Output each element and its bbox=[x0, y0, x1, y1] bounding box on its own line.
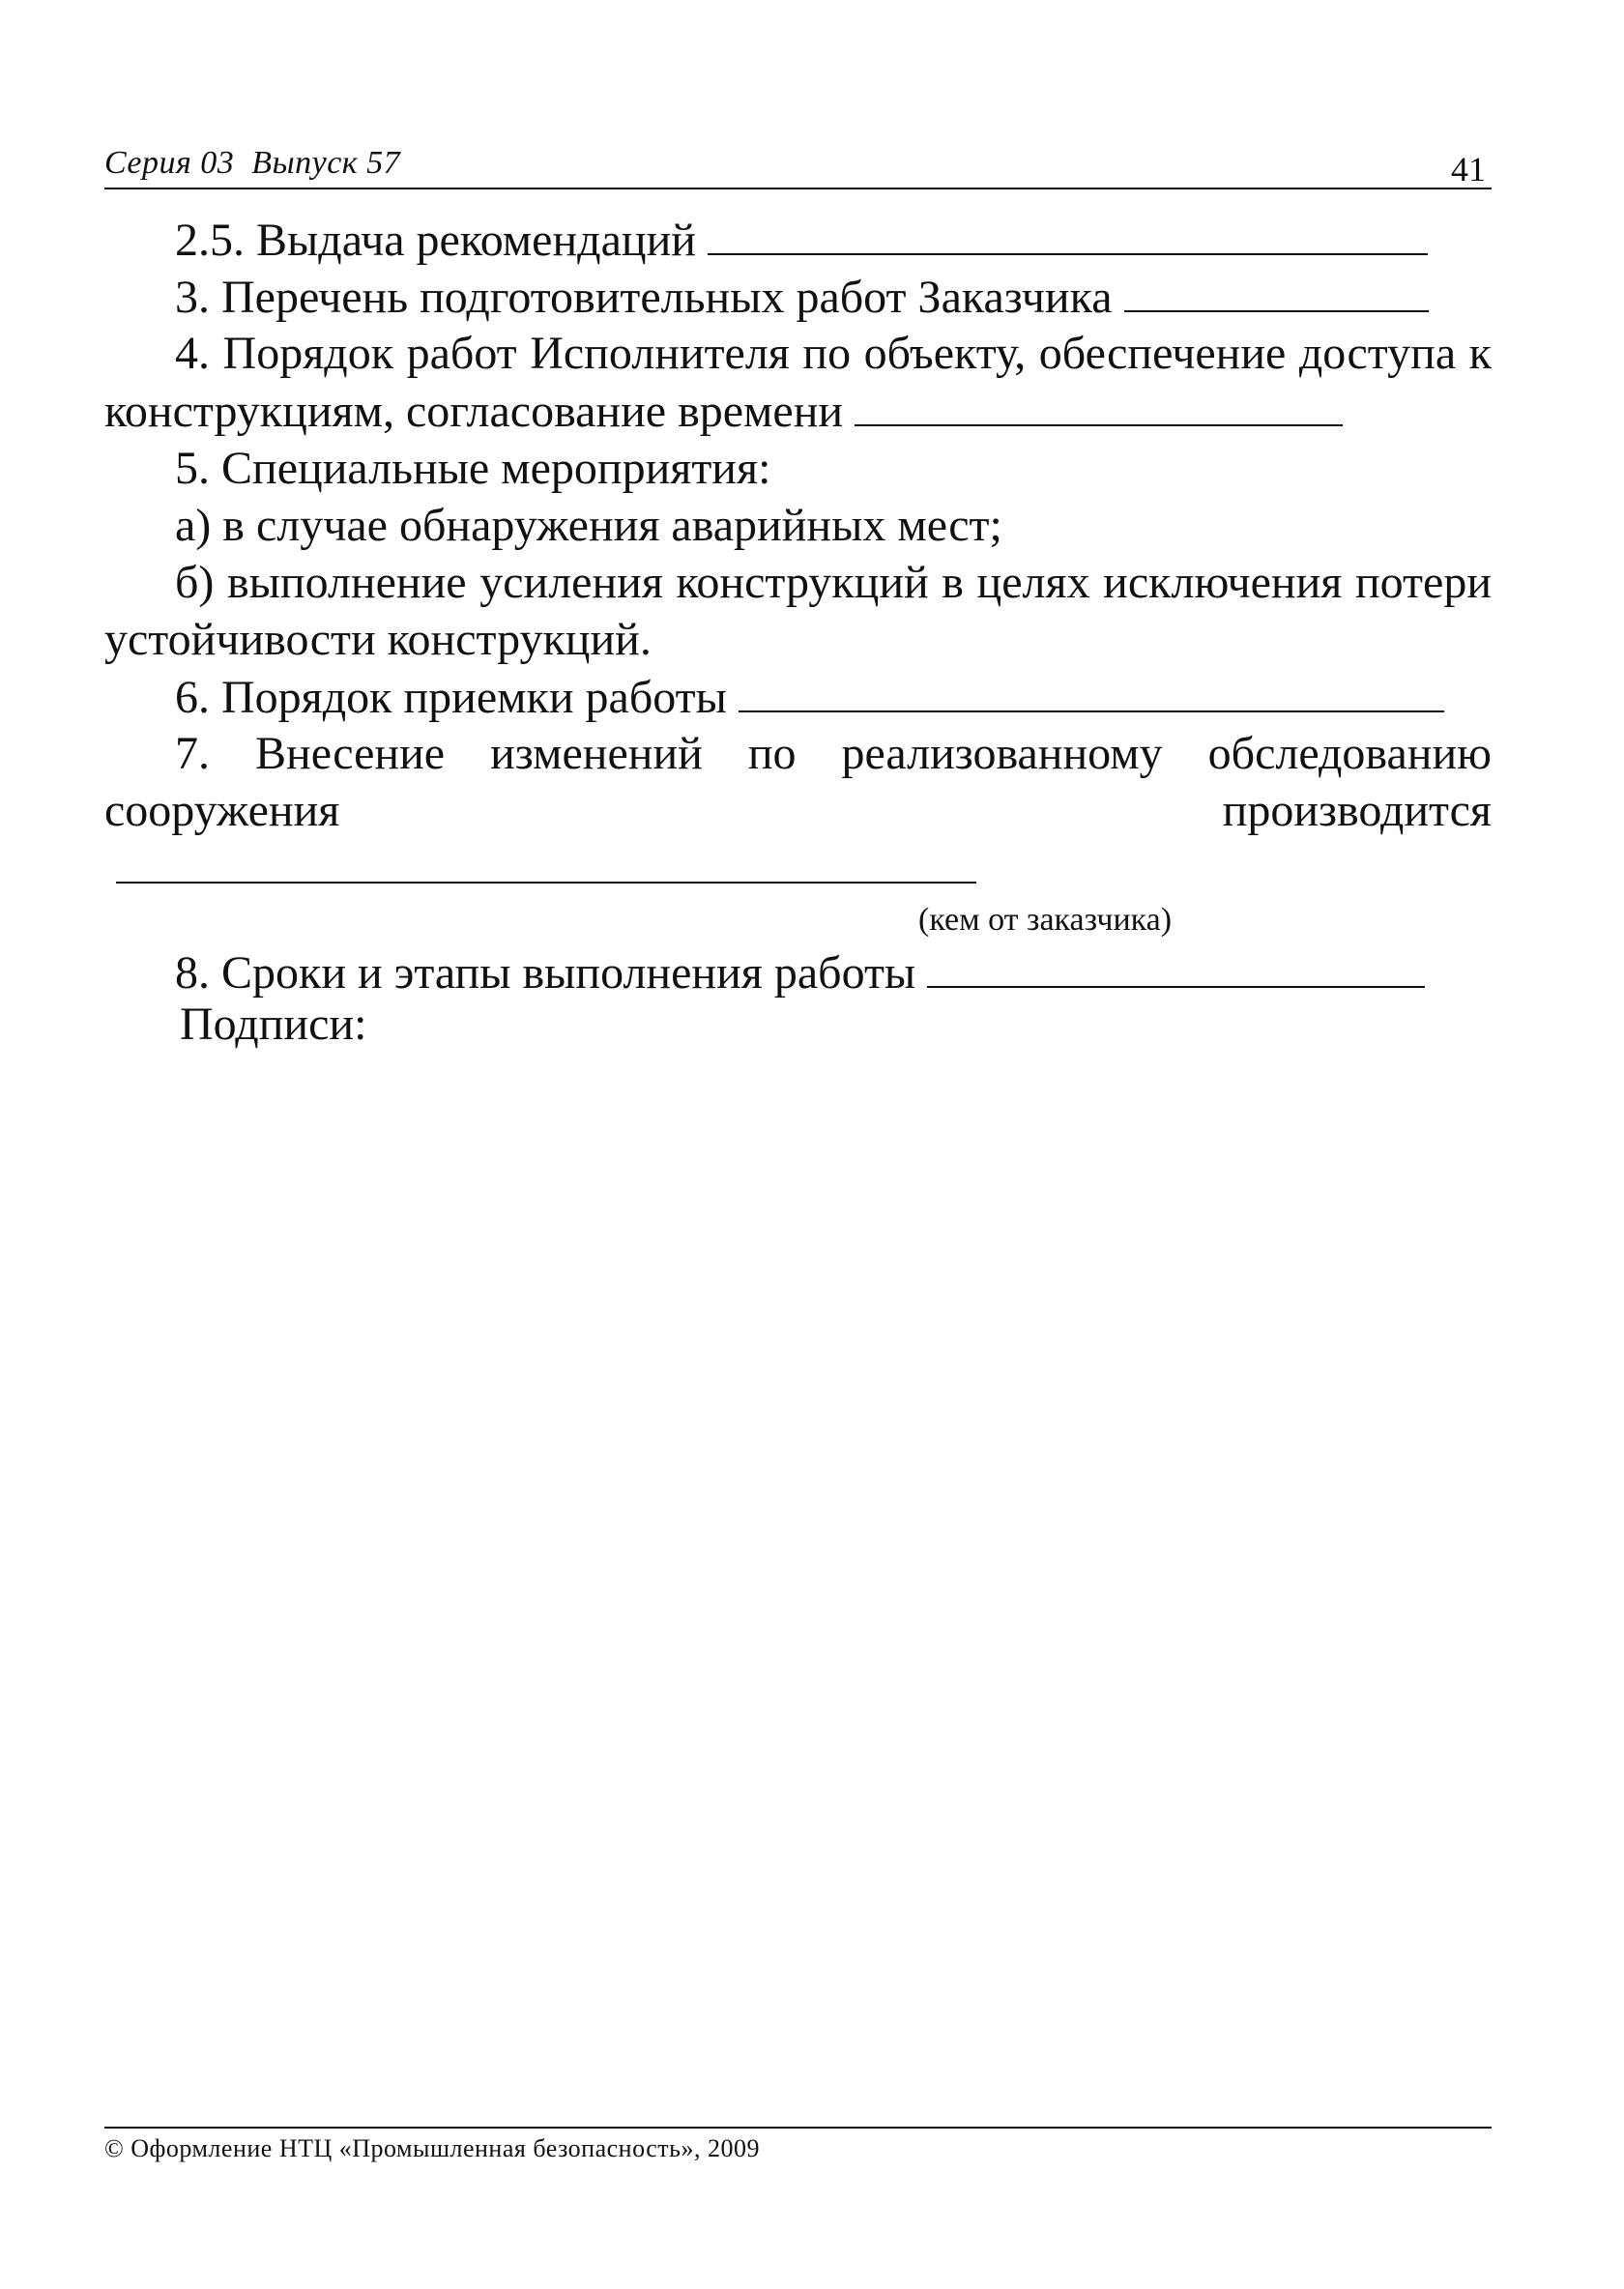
document-body bbox=[104, 211, 1492, 1000]
fill-blank bbox=[855, 382, 1343, 426]
item-5 bbox=[104, 440, 1492, 497]
item-6-text: 6. Порядок приемки работы bbox=[175, 672, 727, 723]
fill-blank bbox=[116, 839, 976, 884]
fill-blank bbox=[739, 668, 1444, 712]
fill-blank bbox=[1124, 268, 1429, 312]
item-3 bbox=[104, 268, 1492, 325]
item-7-note bbox=[104, 897, 1492, 943]
item-2-5 bbox=[104, 211, 1492, 268]
item-8 bbox=[104, 943, 1492, 1000]
series-title: Серия 03 Выпуск 57 bbox=[104, 145, 401, 181]
item-6 bbox=[104, 668, 1492, 725]
item-4-text: 4. Порядок работ Исполнителя по объекту, обеспечение доступа к конструкциям, согласование времени bbox=[104, 328, 1492, 437]
page-footer bbox=[104, 2127, 1492, 2163]
item-5a bbox=[104, 497, 1492, 554]
page-header bbox=[104, 145, 1492, 189]
item-8-text: 8. Сроки и этапы выполнения работы bbox=[175, 947, 916, 999]
signatures-label: Подписи: bbox=[180, 999, 367, 1050]
item-4 bbox=[104, 325, 1492, 440]
fill-blank bbox=[708, 211, 1428, 255]
item-5b bbox=[104, 554, 1492, 668]
item-3-text: 3. Перечень подготовительных работ Заказчика bbox=[175, 272, 1113, 323]
item-7 bbox=[104, 725, 1492, 897]
item-2-5-text: 2.5. Выдача рекомендаций bbox=[175, 215, 696, 266]
item-5a-text: а) в случае обнаружения аварийных мест; bbox=[175, 500, 1002, 551]
fill-blank bbox=[927, 943, 1425, 988]
item-7-text: 7. Внесение изменений по реализованному обследованию сооружения производится bbox=[104, 728, 1492, 836]
item-7-note-text: (кем от заказчика) bbox=[918, 902, 1173, 938]
item-5-text: 5. Специальные мероприятия: bbox=[175, 443, 771, 494]
copyright-text: © Оформление НТЦ «Промышленная безопасность», 2009 bbox=[104, 2134, 760, 2162]
page-number: 41 bbox=[1451, 150, 1486, 188]
item-5b-text: б) выполнение усиления конструкций в целях исключения потери устойчивости конструкций. bbox=[104, 557, 1492, 665]
